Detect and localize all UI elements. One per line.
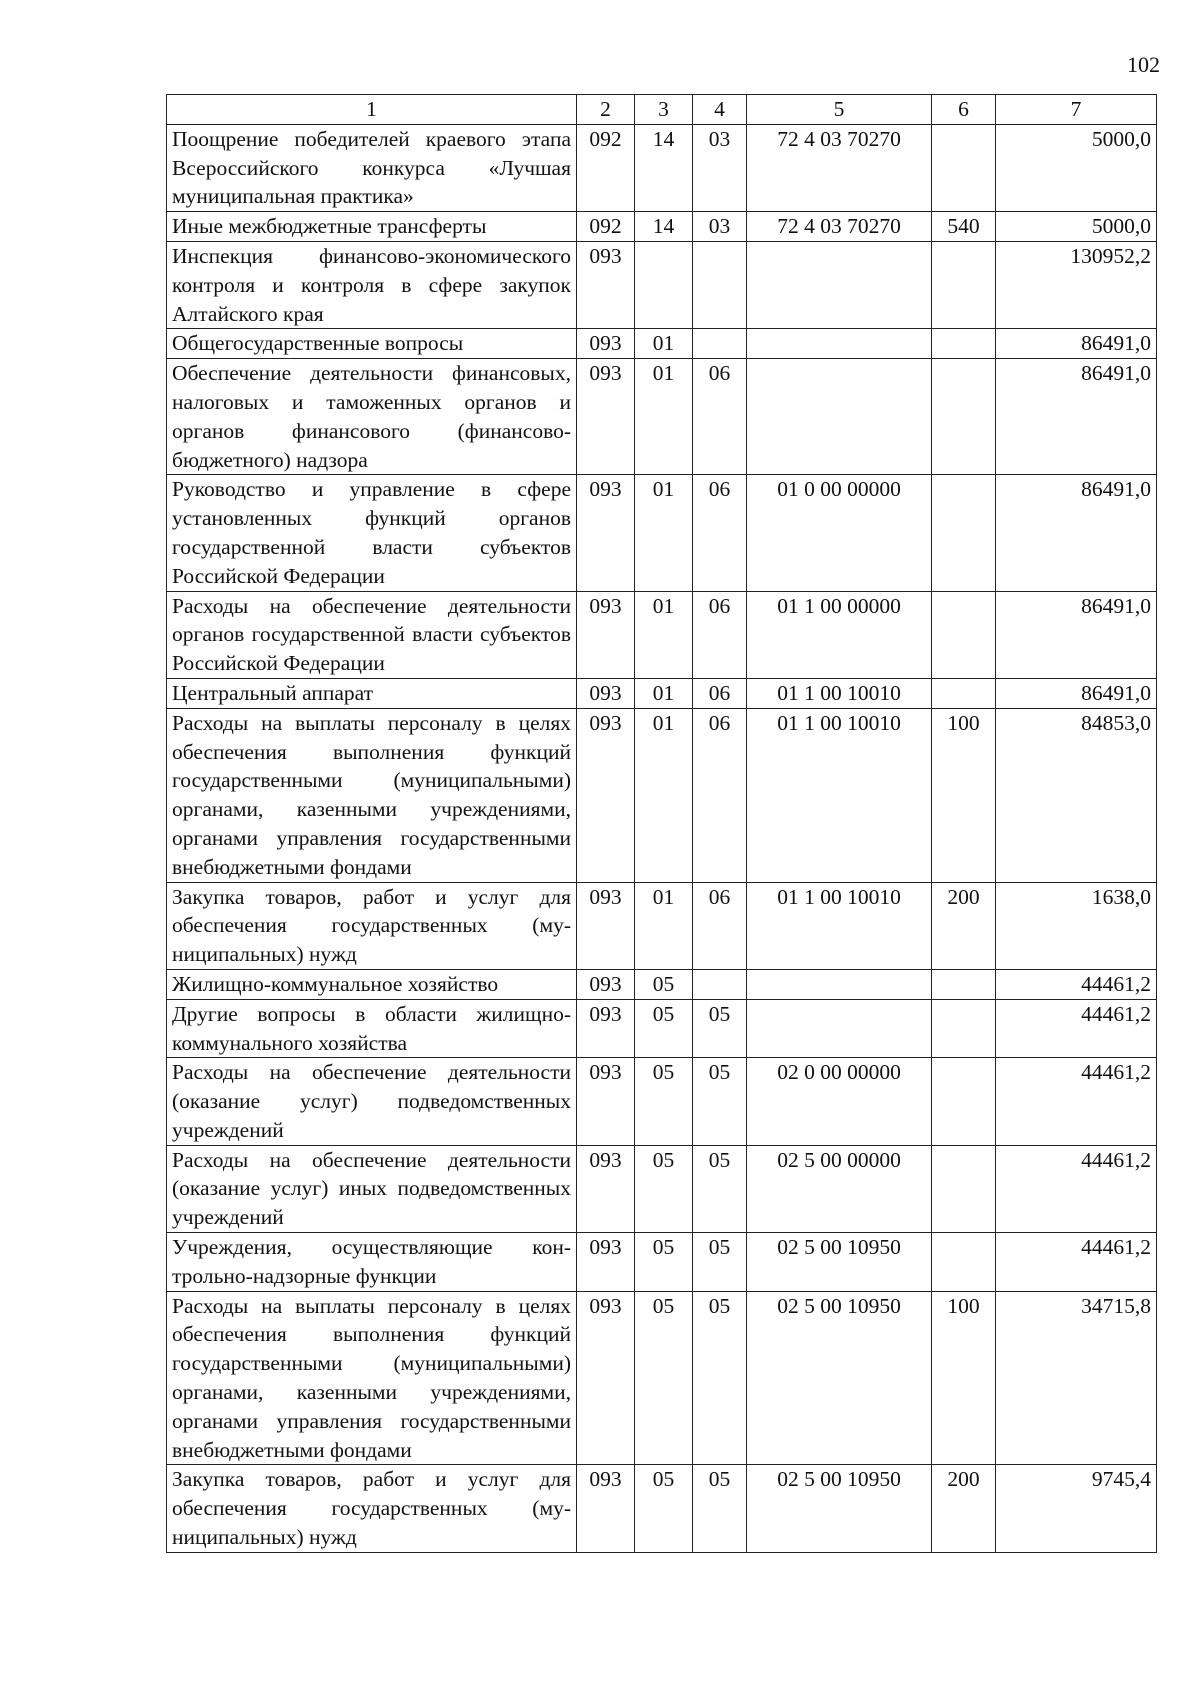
row-amount-cell: 5000,0 bbox=[996, 212, 1157, 242]
row-expense-type-cell: 100 bbox=[932, 708, 996, 882]
row-name-cell: Расходы на обеспечение деятельности органов государственной власти субъектов Российской Федерации bbox=[167, 591, 577, 678]
row-name-cell: Иные межбюджетные трансферты bbox=[167, 212, 577, 242]
row-amount-cell: 86491,0 bbox=[996, 678, 1157, 708]
table-row bbox=[167, 329, 1157, 359]
row-section-cell: 01 bbox=[635, 359, 693, 475]
row-section-cell: 01 bbox=[635, 708, 693, 882]
row-subsection-cell: 06 bbox=[693, 708, 747, 882]
row-subsection-cell: 05 bbox=[693, 999, 747, 1058]
row-amount-cell: 44461,2 bbox=[996, 969, 1157, 999]
header-row bbox=[167, 95, 1157, 125]
row-expense-type-cell bbox=[932, 475, 996, 591]
table-row bbox=[167, 359, 1157, 475]
table-row bbox=[167, 1465, 1157, 1552]
row-name-cell: Учреждения, осуществляющие контрольно-надзорные функции bbox=[167, 1233, 577, 1292]
row-target-article-cell: 02 5 00 10950 bbox=[747, 1291, 932, 1465]
table-row bbox=[167, 1233, 1157, 1292]
row-section-cell: 01 bbox=[635, 591, 693, 678]
table-row bbox=[167, 1058, 1157, 1145]
row-amount-cell: 84853,0 bbox=[996, 708, 1157, 882]
table-row bbox=[167, 708, 1157, 882]
row-ved-cell: 093 bbox=[577, 678, 635, 708]
row-target-article-cell: 01 0 00 00000 bbox=[747, 475, 932, 591]
row-name-cell: Общегосударственные вопросы bbox=[167, 329, 577, 359]
row-expense-type-cell bbox=[932, 591, 996, 678]
row-ved-cell: 093 bbox=[577, 1465, 635, 1552]
row-target-article-cell bbox=[747, 999, 932, 1058]
row-expense-type-cell bbox=[932, 359, 996, 475]
row-amount-cell: 130952,2 bbox=[996, 241, 1157, 328]
row-section-cell bbox=[635, 241, 693, 328]
row-amount-cell: 5000,0 bbox=[996, 124, 1157, 211]
row-subsection-cell: 03 bbox=[693, 212, 747, 242]
row-amount-cell: 86491,0 bbox=[996, 329, 1157, 359]
header-col-5: 5 bbox=[747, 95, 932, 125]
row-subsection-cell: 05 bbox=[693, 1233, 747, 1292]
table-row bbox=[167, 1145, 1157, 1232]
table-row bbox=[167, 124, 1157, 211]
row-expense-type-cell: 100 bbox=[932, 1291, 996, 1465]
row-section-cell: 01 bbox=[635, 678, 693, 708]
row-target-article-cell: 72 4 03 70270 bbox=[747, 212, 932, 242]
table-header bbox=[167, 95, 1157, 125]
row-subsection-cell: 06 bbox=[693, 591, 747, 678]
row-expense-type-cell: 200 bbox=[932, 1465, 996, 1552]
row-section-cell: 14 bbox=[635, 124, 693, 211]
row-subsection-cell: 03 bbox=[693, 124, 747, 211]
row-subsection-cell bbox=[693, 241, 747, 328]
row-ved-cell: 093 bbox=[577, 359, 635, 475]
row-subsection-cell: 06 bbox=[693, 475, 747, 591]
row-subsection-cell: 05 bbox=[693, 1465, 747, 1552]
row-amount-cell: 86491,0 bbox=[996, 475, 1157, 591]
row-ved-cell: 093 bbox=[577, 969, 635, 999]
row-amount-cell: 44461,2 bbox=[996, 1145, 1157, 1232]
row-section-cell: 05 bbox=[635, 1233, 693, 1292]
header-col-4: 4 bbox=[693, 95, 747, 125]
row-section-cell: 01 bbox=[635, 475, 693, 591]
row-name-cell: Расходы на обеспечение деятельности (оказание услуг) иных подведомственных учреждений bbox=[167, 1145, 577, 1232]
row-ved-cell: 093 bbox=[577, 999, 635, 1058]
row-expense-type-cell bbox=[932, 969, 996, 999]
row-ved-cell: 092 bbox=[577, 124, 635, 211]
row-name-cell: Другие вопросы в области жилищно-коммунального хозяйства bbox=[167, 999, 577, 1058]
row-amount-cell: 86491,0 bbox=[996, 591, 1157, 678]
row-ved-cell: 092 bbox=[577, 212, 635, 242]
row-amount-cell: 1638,0 bbox=[996, 882, 1157, 969]
row-section-cell: 01 bbox=[635, 329, 693, 359]
row-name-cell: Расходы на выплаты персоналу в целях обеспечения выполнения функций государственными (муниципальными) органами, казенными учреждениями, органами управления государственными внебюджетными фондами bbox=[167, 708, 577, 882]
header-col-7: 7 bbox=[996, 95, 1157, 125]
row-target-article-cell: 01 1 00 10010 bbox=[747, 708, 932, 882]
row-ved-cell: 093 bbox=[577, 882, 635, 969]
row-target-article-cell bbox=[747, 359, 932, 475]
row-subsection-cell bbox=[693, 969, 747, 999]
row-target-article-cell bbox=[747, 969, 932, 999]
table-row bbox=[167, 475, 1157, 591]
row-name-cell: Расходы на выплаты персоналу в целях обеспечения выполнения функций государственными (муниципальными) органами, казенными учреждениями, органами управления государственными внебюджетными фондами bbox=[167, 1291, 577, 1465]
row-name-cell: Расходы на обеспечение деятельности (оказание услуг) подведомственных учреждений bbox=[167, 1058, 577, 1145]
row-target-article-cell: 02 0 00 00000 bbox=[747, 1058, 932, 1145]
row-target-article-cell: 01 1 00 10010 bbox=[747, 882, 932, 969]
row-amount-cell: 44461,2 bbox=[996, 1233, 1157, 1292]
row-section-cell: 05 bbox=[635, 1465, 693, 1552]
row-expense-type-cell bbox=[932, 1233, 996, 1292]
row-name-cell: Обеспечение деятельности финансовых, налоговых и таможенных органов и органов финансового (финансово-бюджетного) надзора bbox=[167, 359, 577, 475]
row-name-cell: Руководство и управление в сфере установленных функций органов государственной власти субъектов Российской Федерации bbox=[167, 475, 577, 591]
row-name-cell: Поощрение победителей краевого этапа Всероссийского конкурса «Лучшая муниципальная практика» bbox=[167, 124, 577, 211]
row-subsection-cell: 06 bbox=[693, 882, 747, 969]
row-name-cell: Закупка товаров, работ и услуг для обеспечения государственных (муниципальных) нужд bbox=[167, 882, 577, 969]
header-col-1: 1 bbox=[167, 95, 577, 125]
row-name-cell: Центральный аппарат bbox=[167, 678, 577, 708]
row-ved-cell: 093 bbox=[577, 475, 635, 591]
row-section-cell: 05 bbox=[635, 1058, 693, 1145]
row-section-cell: 05 bbox=[635, 1291, 693, 1465]
row-ved-cell: 093 bbox=[577, 1291, 635, 1465]
row-target-article-cell bbox=[747, 241, 932, 328]
row-ved-cell: 093 bbox=[577, 708, 635, 882]
row-target-article-cell: 01 1 00 10010 bbox=[747, 678, 932, 708]
row-ved-cell: 093 bbox=[577, 329, 635, 359]
row-ved-cell: 093 bbox=[577, 1145, 635, 1232]
row-subsection-cell: 05 bbox=[693, 1291, 747, 1465]
row-amount-cell: 44461,2 bbox=[996, 999, 1157, 1058]
row-section-cell: 05 bbox=[635, 1145, 693, 1232]
row-expense-type-cell bbox=[932, 999, 996, 1058]
row-expense-type-cell bbox=[932, 124, 996, 211]
row-section-cell: 14 bbox=[635, 212, 693, 242]
header-col-6: 6 bbox=[932, 95, 996, 125]
page-number: 102 bbox=[1127, 52, 1160, 77]
table-row bbox=[167, 999, 1157, 1058]
row-ved-cell: 093 bbox=[577, 591, 635, 678]
row-target-article-cell: 02 5 00 10950 bbox=[747, 1465, 932, 1552]
row-expense-type-cell: 540 bbox=[932, 212, 996, 242]
row-name-cell: Жилищно-коммунальное хозяйство bbox=[167, 969, 577, 999]
row-amount-cell: 9745,4 bbox=[996, 1465, 1157, 1552]
row-subsection-cell bbox=[693, 329, 747, 359]
row-ved-cell: 093 bbox=[577, 241, 635, 328]
row-name-cell: Инспекция финансово-экономического контроля и контроля в сфере закупок Алтайского края bbox=[167, 241, 577, 328]
row-section-cell: 05 bbox=[635, 969, 693, 999]
table-row bbox=[167, 212, 1157, 242]
header-col-3: 3 bbox=[635, 95, 693, 125]
budget-table bbox=[166, 94, 1157, 1553]
row-amount-cell: 44461,2 bbox=[996, 1058, 1157, 1145]
row-target-article-cell: 02 5 00 10950 bbox=[747, 1233, 932, 1292]
row-target-article-cell: 01 1 00 00000 bbox=[747, 591, 932, 678]
row-target-article-cell bbox=[747, 329, 932, 359]
row-expense-type-cell bbox=[932, 241, 996, 328]
header-col-2: 2 bbox=[577, 95, 635, 125]
table-row bbox=[167, 882, 1157, 969]
row-expense-type-cell bbox=[932, 1145, 996, 1232]
row-subsection-cell: 06 bbox=[693, 359, 747, 475]
row-section-cell: 01 bbox=[635, 882, 693, 969]
table-row bbox=[167, 591, 1157, 678]
table-body bbox=[167, 124, 1157, 1552]
row-amount-cell: 34715,8 bbox=[996, 1291, 1157, 1465]
row-ved-cell: 093 bbox=[577, 1233, 635, 1292]
table-row bbox=[167, 678, 1157, 708]
row-name-cell: Закупка товаров, работ и услуг для обеспечения государственных (муниципальных) нужд bbox=[167, 1465, 577, 1552]
row-expense-type-cell: 200 bbox=[932, 882, 996, 969]
row-expense-type-cell bbox=[932, 678, 996, 708]
row-ved-cell: 093 bbox=[577, 1058, 635, 1145]
row-expense-type-cell bbox=[932, 1058, 996, 1145]
table-row bbox=[167, 1291, 1157, 1465]
row-subsection-cell: 05 bbox=[693, 1145, 747, 1232]
table-row bbox=[167, 241, 1157, 328]
row-section-cell: 05 bbox=[635, 999, 693, 1058]
row-expense-type-cell bbox=[932, 329, 996, 359]
row-target-article-cell: 72 4 03 70270 bbox=[747, 124, 932, 211]
row-target-article-cell: 02 5 00 00000 bbox=[747, 1145, 932, 1232]
row-subsection-cell: 05 bbox=[693, 1058, 747, 1145]
row-subsection-cell: 06 bbox=[693, 678, 747, 708]
table-row bbox=[167, 969, 1157, 999]
row-amount-cell: 86491,0 bbox=[996, 359, 1157, 475]
